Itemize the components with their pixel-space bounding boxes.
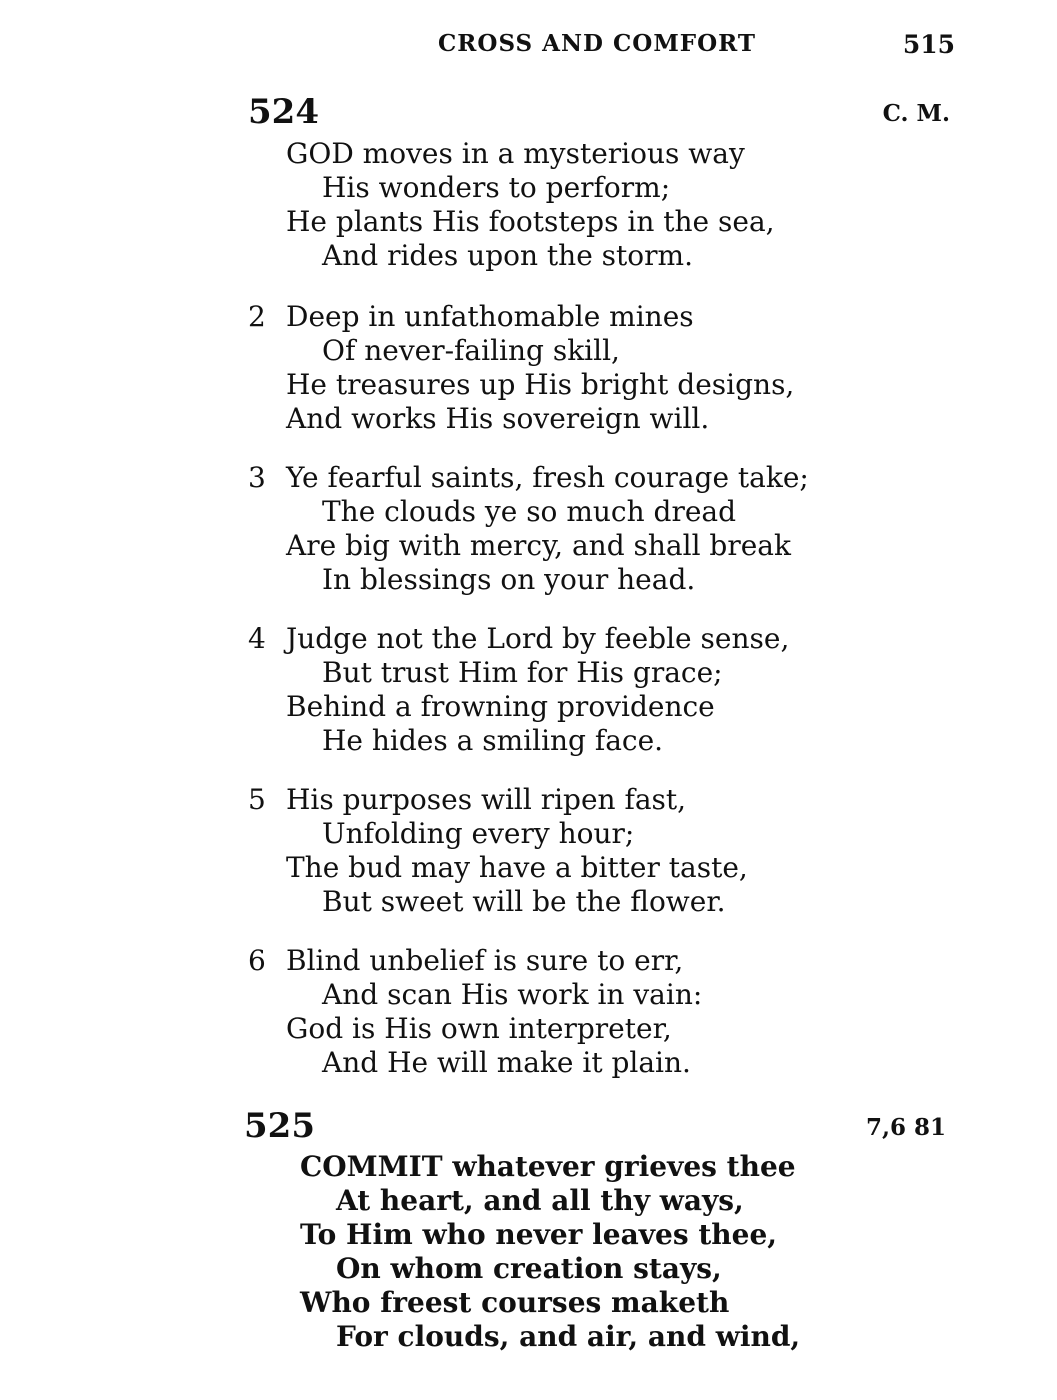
verse-line: On whom creation stays, [336,1252,722,1285]
verse-line: Are big with mercy, and shall break [286,529,791,562]
verse-line: COMMIT whatever grieves thee [300,1150,796,1183]
verse-line: And works His sovereign will. [286,402,710,435]
verse-number: 3 [248,461,266,494]
verse-line: But trust Him for His grace; [322,656,723,689]
verse-line: At heart, and all thy ways, [336,1184,744,1217]
verse-number: 2 [248,300,266,333]
verse-line [248,461,809,495]
verse-line: To Him who never leaves thee, [300,1218,778,1251]
verse-line [248,300,794,334]
verse-2 [248,300,795,436]
verse-5 [248,783,748,919]
verse-line: The bud may have a bitter taste, [286,851,748,884]
verse-6 [248,944,703,1080]
verse-1 [286,137,775,273]
verse-line-text: His purposes will ripen fast, [286,783,687,816]
verse-number: 5 [248,783,266,816]
verse-line: The clouds ye so much dread [322,495,737,528]
verse-line-text: Judge not the Lord by feeble sense, [286,622,790,655]
hymn-header [248,92,950,136]
verse-line: His wonders to perform; [322,171,671,204]
verse-line: He treasures up His bright designs, [286,368,795,401]
verse-line: And He will make it plain. [322,1046,691,1079]
verse-line: For clouds, and air, and wind, [336,1320,801,1353]
verse-1 [300,1150,800,1354]
verse-line: And rides upon the storm. [322,239,693,272]
hymn-meter: 7,6 81 [865,1114,946,1141]
verse-line [248,944,702,978]
verse-line: He plants His footsteps in the sea, [286,205,775,238]
verse-line: GOD moves in a mysterious way [286,137,745,170]
verse-4 [248,622,790,758]
verse-line: But sweet will be the flower. [322,885,726,918]
verse-line: In blessings on your head. [322,563,696,596]
verse-line-text: Blind unbelief is sure to err, [286,944,684,977]
verse-number: 4 [248,622,266,655]
verse-line: Of never-failing skill, [322,334,620,367]
verse-line-text: Deep in unfathomable mines [286,300,694,333]
verse-line: Unfolding every hour; [322,817,635,850]
verse-line [248,622,790,656]
verse-line [248,783,748,817]
verse-line: Who freest courses maketh [300,1286,730,1319]
hymn-meter: C. M. [882,100,950,127]
hymn-number: 525 [244,1106,315,1146]
hymn-number: 524 [248,92,319,132]
verse-line: God is His own interpreter, [286,1012,672,1045]
verse-number: 6 [248,944,266,977]
hymn-header [244,1106,946,1150]
page-number: 515 [902,30,955,59]
verse-line: And scan His work in vain: [322,978,703,1011]
verse-line-text: Ye fearful saints, fresh courage take; [286,461,809,494]
verse-3 [248,461,809,597]
verse-line: He hides a smiling face. [322,724,664,757]
running-head: CROSS AND COMFORT [438,30,756,57]
verse-line: Behind a frowning providence [286,690,715,723]
